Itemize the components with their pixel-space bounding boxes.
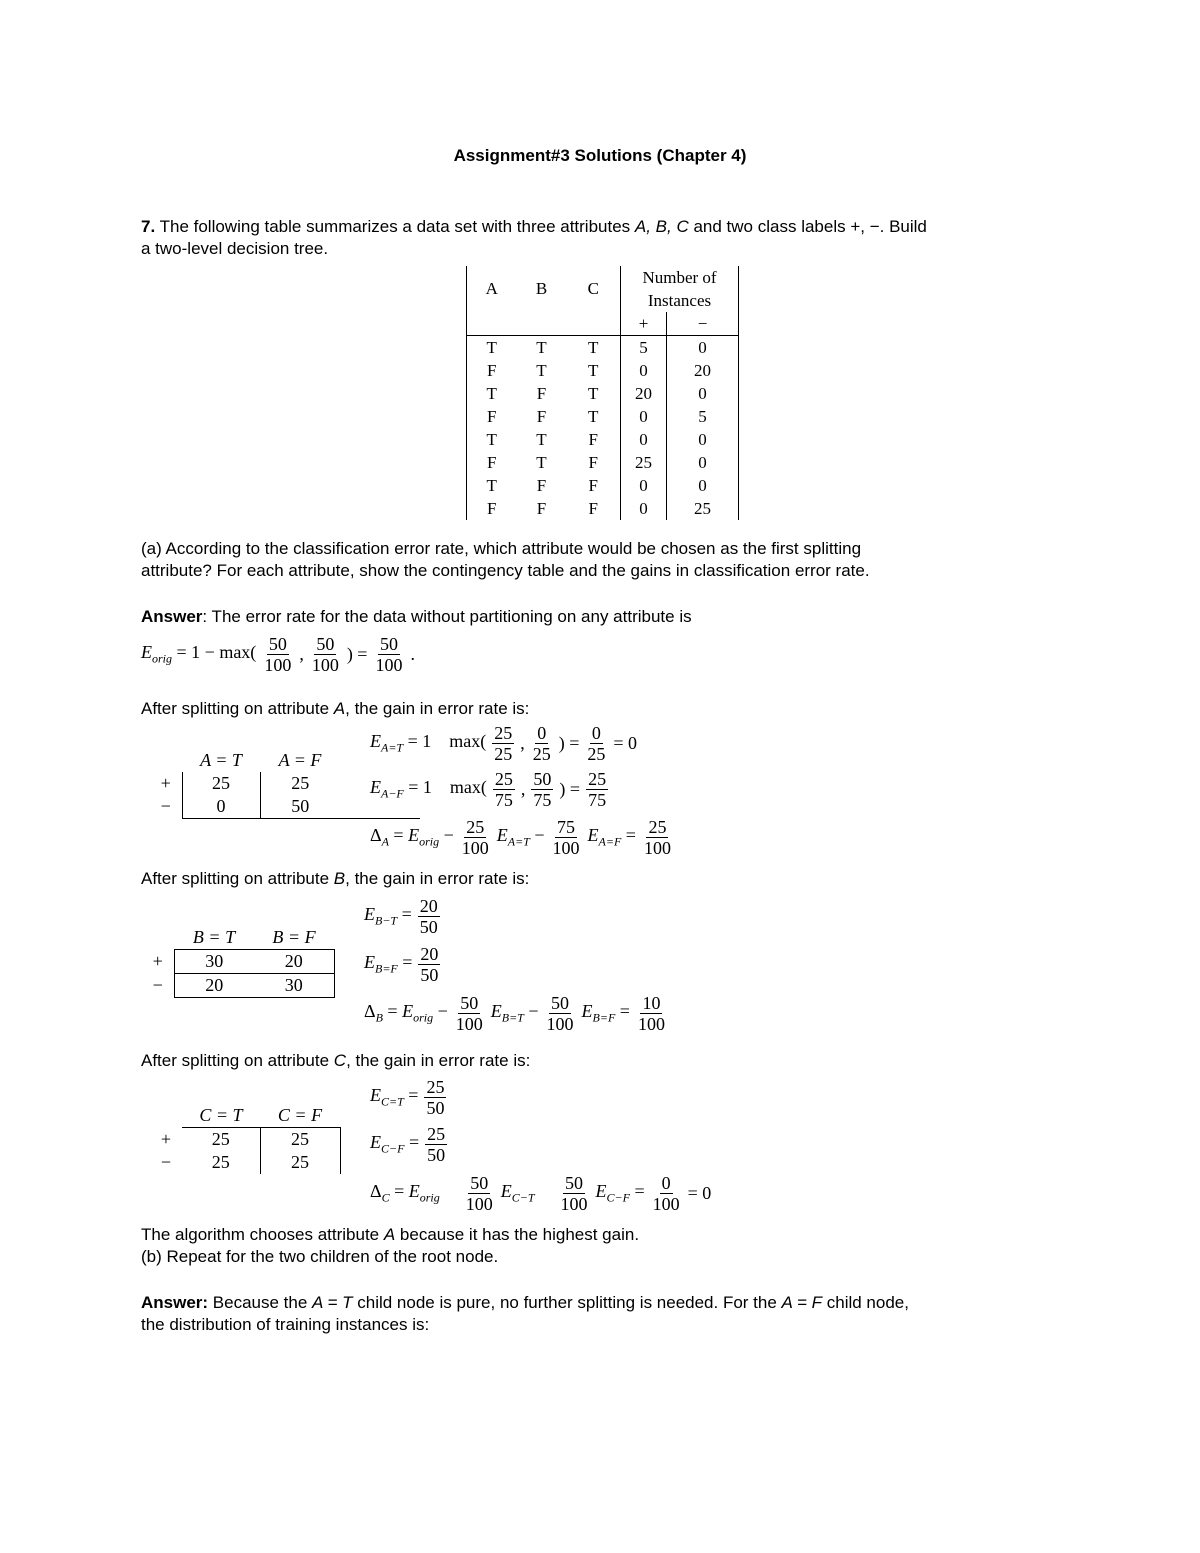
question-attrs: A, B, C: [634, 217, 689, 236]
col-b-false: B = F: [272, 927, 316, 947]
header-a: A: [467, 266, 517, 312]
answer-b-label: Answer:: [141, 1293, 209, 1312]
conclusion: The algorithm chooses attribute A because it has the highest gain. (b) Repeat for the two children of the root node.: [141, 1225, 640, 1266]
header-c: C: [587, 279, 599, 298]
table-row: [467, 336, 739, 360]
e-c-true: $E_{C=T}$ = $\frac{25}{50}$: [370, 1076, 445, 1118]
answer-b: Answer: Because the A = T child node is pure, no further splitting is needed. For the A = F child node, the distribution of training instances is:: [141, 1293, 909, 1334]
col-a-false: A = F: [278, 750, 322, 770]
delta-b: $\Delta_B = E_{orig}$ − $\frac{50}{100}$ $E_{B=T}$ − $\frac{50}{100}$ $E_{B=F}$ = $\frac{10}{100}$: [364, 992, 665, 1034]
table-row: [467, 474, 739, 497]
table-cell: 5: [667, 405, 739, 428]
split-a-intro: After splitting on attribute A, the gain in error rate is:: [141, 699, 530, 718]
eorig-formula: $E_{orig} = 1 - \max$( $\frac{50}{100}$ , $\frac{50}{100}$ ) = $\frac{50}{100}$ .: [141, 634, 415, 675]
table-cell: 0: [667, 451, 739, 474]
question-7: [141, 216, 1061, 260]
e-a-false: $E_{A-F} = 1$ max( $\frac{25}{75}$ , $\frac{50}{75}$ ) = $\frac{25}{75}$: [370, 768, 607, 810]
table-row: [467, 451, 739, 474]
minus-label: −: [160, 796, 171, 817]
eorig-end: .: [410, 644, 415, 664]
eorig-sub: orig: [152, 651, 173, 666]
contingency-table-b: B = T B = F + 30 20 − 20 30: [142, 926, 335, 998]
part-a-line-2: attribute? For each attribute, show the contingency table and the gains in classification error rate.: [141, 561, 870, 580]
e-a-true: $E_{A=T} = 1$ max( $\frac{25}{25}$ , $\frac{0}{25}$ ) = $\frac{0}{25}$ = 0: [370, 722, 638, 764]
table-cell: 0: [667, 474, 739, 497]
table-cell: F: [536, 498, 547, 518]
table-row: [467, 359, 739, 382]
split-c-intro: After splitting on attribute C, the gain in error rate is:: [141, 1051, 531, 1070]
answer-label: Answer: [141, 607, 203, 626]
header-plus: +: [621, 312, 667, 336]
table-cell: T: [536, 429, 547, 449]
col-b-true: B = T: [192, 927, 236, 947]
eorig-rest: = 1 − max(: [172, 642, 257, 663]
plus-label: +: [160, 773, 171, 793]
part-b-question: (b) Repeat for the two children of the root node.: [141, 1247, 499, 1266]
split-b-intro: After splitting on attribute B, the gain in error rate is:: [141, 869, 530, 888]
table-cell: T: [588, 337, 599, 357]
split-b-formulas: [364, 892, 669, 1038]
table-cell: F: [588, 429, 598, 449]
page-title: Assignment#3 Solutions (Chapter 4): [453, 146, 747, 165]
table-cell: F: [536, 475, 547, 495]
table-cell: T: [536, 337, 547, 357]
answer-a: [141, 606, 692, 628]
table-cell: F: [536, 383, 547, 403]
table-cell: 20: [667, 359, 739, 382]
table-cell: T: [467, 474, 517, 497]
table-row: [467, 405, 739, 428]
part-a-line-1: (a) According to the classification error rate, which attribute would be chosen as the first splitting: [141, 539, 862, 558]
table-cell: F: [467, 359, 517, 382]
table-row: [467, 382, 739, 405]
eorig-lhs: E: [141, 642, 152, 663]
table-cell: T: [588, 360, 599, 380]
table-cell: F: [536, 406, 547, 426]
fraction: $\frac{50}{100}$: [375, 634, 403, 675]
table-cell: F: [588, 452, 598, 472]
answer-a-text: : The error rate for the data without partitioning on any attribute is: [202, 607, 692, 626]
e-c-false: $E_{C-F}$ = $\frac{25}{50}$: [370, 1123, 446, 1165]
table-row: [467, 497, 739, 520]
col-a-true: A = T: [200, 750, 242, 770]
table-cell: T: [536, 360, 547, 380]
table-cell: F: [467, 451, 517, 474]
header-minus: −: [667, 312, 739, 336]
table-cell: 0: [621, 405, 667, 428]
col-c-true: C = T: [199, 1105, 243, 1125]
header-b: B: [535, 279, 548, 298]
split-a-formulas: [370, 720, 675, 862]
table-cell: T: [467, 382, 517, 405]
e-b-true: $E_{B-T}$ = $\frac{20}{50}$: [364, 895, 438, 937]
question-number: 7.: [141, 217, 156, 236]
contingency-table-a: A = T A = F + 25 25 − 0 50: [150, 749, 420, 819]
table-cell: 0: [621, 359, 667, 382]
table-cell: T: [588, 406, 599, 426]
table-cell: F: [588, 475, 598, 495]
table-cell: 5: [621, 336, 667, 360]
delta-c: $\Delta_C = E_{orig}$ $\frac{50}{100}$ $E_{C-T}$ $\frac{50}{100}$ $E_{C-F}$ = $\frac{0}{100}$ = 0: [370, 1172, 712, 1214]
header-number-of: Number of: [621, 266, 739, 289]
fraction: $\frac{50}{100}$: [264, 634, 292, 675]
table-cell: T: [536, 452, 547, 472]
table-cell: F: [588, 498, 598, 518]
delta-a: $\Delta_A = E_{orig}$ − $\frac{25}{100}$ $E_{A=T}$ − $\frac{75}{100}$ $E_{A=F}$ = $\frac{25}{100}$: [370, 816, 671, 858]
split-c-formulas: [370, 1074, 711, 1218]
table-cell: 0: [621, 497, 667, 520]
fraction: $\frac{50}{100}$: [311, 634, 339, 675]
eorig-close: ) =: [346, 644, 368, 664]
col-c-false: C = F: [277, 1105, 323, 1125]
table-cell: F: [467, 405, 517, 428]
question-text-3: a two-level decision tree.: [141, 239, 329, 258]
table-cell: 25: [667, 497, 739, 520]
e-b-false: $E_{B=F}$ = $\frac{20}{50}$: [364, 943, 439, 985]
table-cell: 0: [621, 474, 667, 497]
table-cell: T: [467, 336, 517, 360]
data-table: [466, 266, 739, 520]
header-instances: Instances: [621, 289, 739, 312]
table-cell: T: [588, 383, 599, 403]
table-row: [467, 428, 739, 451]
table-cell: 0: [667, 382, 739, 405]
table-cell: 0: [667, 336, 739, 360]
part-a-question: [141, 538, 1081, 582]
table-cell: 0: [667, 428, 739, 451]
question-text-1: The following table summarizes a data set with three attributes: [155, 217, 635, 236]
table-cell: 20: [621, 382, 667, 405]
question-text-2: and two class labels +, −. Build: [688, 217, 927, 236]
contingency-table-c: C = T C = F + 25 25 − 25 25: [150, 1104, 342, 1174]
table-cell: 25: [621, 451, 667, 474]
table-cell: F: [467, 497, 517, 520]
table-cell: T: [467, 428, 517, 451]
table-cell: 0: [621, 428, 667, 451]
